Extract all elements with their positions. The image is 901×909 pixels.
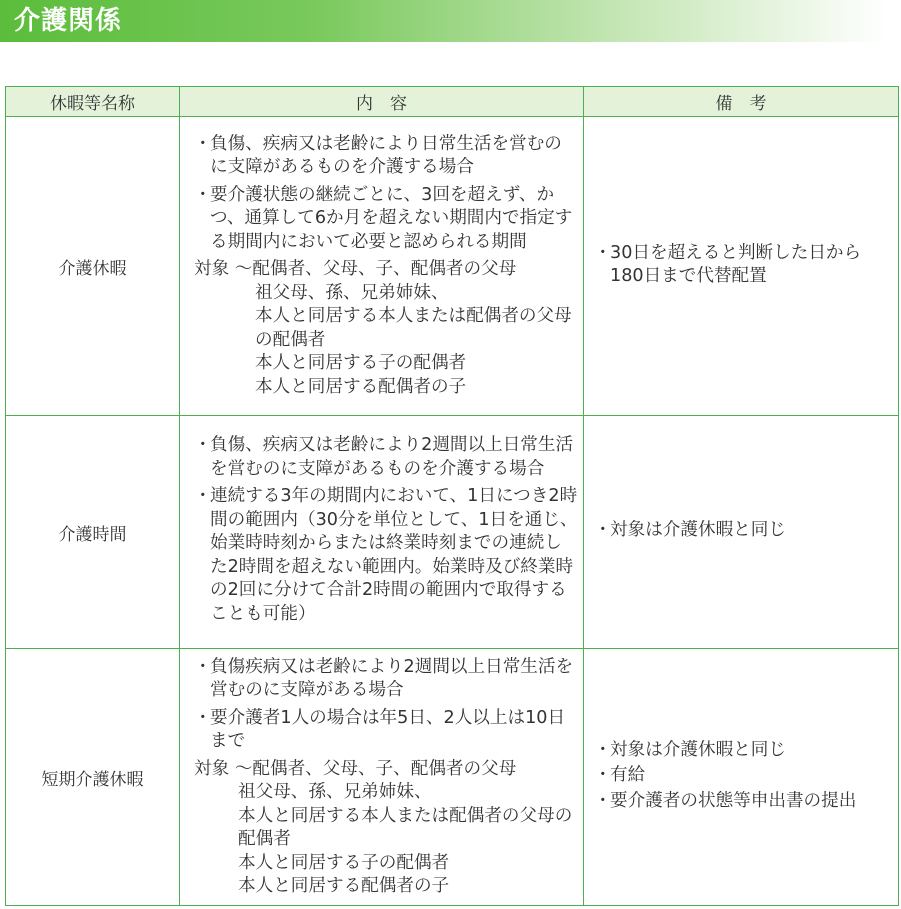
leave-name: 介護時間 xyxy=(6,416,180,649)
target-line: 本人と同居する配偶者の子 xyxy=(255,376,467,397)
section-title-bar xyxy=(0,0,888,42)
table-header-row xyxy=(6,87,899,117)
table-row xyxy=(6,117,899,416)
note-bullet: ・ 有給 xyxy=(594,764,892,788)
header-note: 備 考 xyxy=(584,87,899,117)
target-line: 本人と同居する子の配偶者 xyxy=(255,353,467,374)
target-line: 祖父母、孫、兄弟姉妹、 xyxy=(255,282,449,303)
note-bullet: ・ 30日を超えると判断した日から180日まで代替配置 xyxy=(594,242,892,289)
target-line: 祖父母、孫、兄弟姉妹、 xyxy=(238,782,432,802)
note-bullet: ・ 対象は介護休暇と同じ xyxy=(594,739,892,763)
leave-content xyxy=(180,117,584,416)
target-first: 配偶者、父母、子、配偶者の父母 xyxy=(252,259,517,280)
section-title: 介護関係 xyxy=(14,6,123,36)
target-line: 本人と同居する配偶者の子 xyxy=(238,876,450,896)
table-row xyxy=(6,416,899,649)
leave-note xyxy=(584,117,899,416)
content-bullet: ・ 要介護状態の継続ごとに、3回を超えず、かつ、通算して6か月を超えない期間内で指定する期間内において必要と認められる期間 xyxy=(194,184,579,255)
leave-note xyxy=(584,649,899,906)
target-block xyxy=(194,258,579,399)
target-line: 本人と同居する子の配偶者 xyxy=(238,852,450,873)
leave-note xyxy=(584,416,899,649)
table-row xyxy=(6,649,899,906)
leave-name: 介護休暇 xyxy=(6,117,180,416)
target-block xyxy=(194,758,579,899)
leave-table xyxy=(5,86,899,906)
content-bullet: ・ 要介護者1人の場合は年5日、2人以上は10日まで xyxy=(194,707,579,754)
content-bullet: ・ 負傷疾病又は老齢により2週間以上日常生活を営むのに支障がある場合 xyxy=(194,656,579,703)
header-content: 内 容 xyxy=(180,87,584,117)
content-bullet: ・ 連続する3年の期間内において、1日につき2時間の範囲内（30分を単位として、1日を通じ、始業時時刻からまたは終業時刻までの連続した2時間を超えない範囲内。始業時及び終業時の2回に分けて合計2時間の範囲内で取得することも可能） xyxy=(194,485,579,626)
target-label: 対象 〜 xyxy=(194,758,253,779)
leave-name: 短期介護休暇 xyxy=(6,649,180,906)
target-line: 本人と同居する本人または配偶者の父母の配偶者 xyxy=(238,805,573,849)
content-bullet: ・ 負傷、疾病又は老齢により日常生活を営むのに支障があるものを介護する場合 xyxy=(194,133,579,180)
target-label: 対象 〜 xyxy=(194,259,253,280)
leave-content xyxy=(180,649,584,906)
header-name: 休暇等名称 xyxy=(6,87,180,117)
content-bullet: ・ 負傷、疾病又は老齢により2週間以上日常生活を営むのに支障があるものを介護する場合 xyxy=(194,434,579,481)
target-line: 本人と同居する本人または配偶者の父母の配偶者 xyxy=(255,306,572,350)
leave-content xyxy=(180,416,584,649)
target-first: 配偶者、父母、子、配偶者の父母 xyxy=(252,758,517,779)
note-bullet: ・ 要介護者の状態等申出書の提出 xyxy=(594,790,892,814)
note-bullet: ・ 対象は介護休暇と同じ xyxy=(594,519,892,543)
